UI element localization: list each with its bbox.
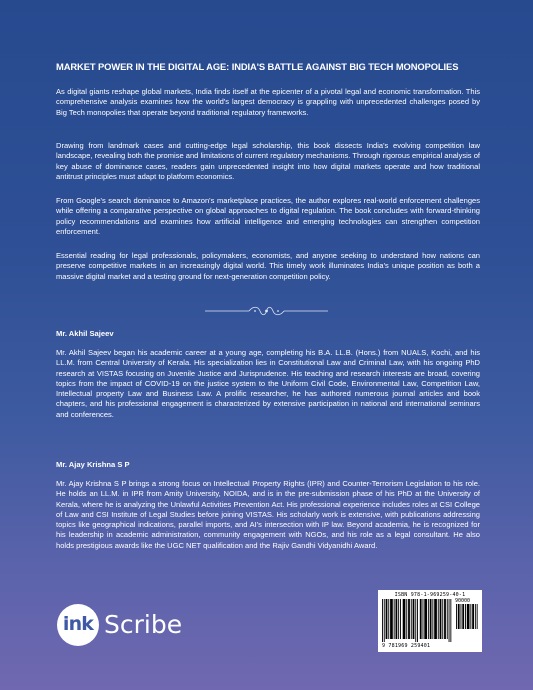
author-bio: Mr. Akhil Sajeev began his academic career at a young age, completing his B.A. LL.B. (Hons.) from NUALS, Kochi, and his LL.M. from Central University of Kerala. His specialization lies in Constitutional Law and Criminal Law, with his ongoing PhD research at VISTAS focusing on Juvenile Justice and Jurisprudence. His teaching and research interests are broad, covering topics from the impact of COVID-19 on the justice system to the Uniform Civil Code, Environmental Law, Competition Law, Intellectual property Law and Business Law. A prolific researcher, he has authored numerous journal articles and book chapters, and his professional engagement is characterized by extensive participation in national and international seminars and conferences. (56, 348, 480, 419)
publisher-logo (57, 604, 183, 648)
addon-barcode-bars (456, 604, 478, 629)
blurb-paragraph-1: As digital giants reshape global markets, India finds itself at the epicenter of a pivotal legal and economic transformation. This comprehensive analysis examines how the world's largest democracy is grappling with unprecedented challenges posed by Big Tech monopolies that operate beyond traditional regulatory frameworks. (56, 87, 480, 117)
barcode-bars (382, 599, 452, 642)
publisher-logo-word: Scribe (104, 610, 183, 639)
isbn-label: ISBN 978-1-969259-40-1 (394, 592, 466, 598)
book-title: MARKET POWER IN THE DIGITAL AGE: INDIA'S BATTLE AGAINST BIG TECH MONOPOLIES (56, 61, 459, 72)
blurb-paragraph-3: From Google's search dominance to Amazon's marketplace practices, the author explores real-world enforcement challenges while offering a comparative perspective on global approaches to digital regulation. The book concludes with forward-thinking policy recommendations and examines how artificial intelligence and emerging technologies can strengthen competition enforcement. (56, 196, 480, 236)
publisher-logo-mark: ink (57, 604, 99, 646)
author-name: Mr. Ajay Krishna S P (56, 460, 130, 469)
author-bio: Mr. Ajay Krishna S P brings a strong focus on Intellectual Property Rights (IPR) and Counter-Terrorism Legislation to his role. He holds an LL.M. in IPR from Amity University, NOIDA, and is in the pre-submission phase of his PhD at the University of Kerala, where he is analyzing the Unlawful Activities Prevention Act. His professional experience includes roles at CSI College of Law and CSI Institute of Legal Studies before joining VISTAS. His scholarly work is extensive, with publications addressing topics like geographical indications, parallel imports, and AI's intersection with IP law. Beyond academia, he is recognized for his leadership in academic administration, community engagement with NGOs, and his role as a legal consultant. He also holds prestigious awards like the UGC NET qualification and the Rajiv Gandhi Vidyanidhi Award. (56, 479, 480, 550)
isbn-barcode (378, 590, 482, 652)
blurb-paragraph-2: Drawing from landmark cases and cutting-edge legal scholarship, this book dissects India's evolving competition law landscape, revealing both the promise and limitations of current regulatory mechanisms. Through rigorous empirical analysis of key abuse of dominance cases, readers gain unprecedented insight into how digital markets operate and how traditional antitrust principles must adapt to platform economics. (56, 141, 480, 181)
blurb-paragraph-4: Essential reading for legal professionals, policymakers, economists, and anyone seeking to understand how nations can preserve competitive markets in an increasingly digital world. This timely work illuminates India's unique position as both a massive digital market and a testing ground for next-generation competition policy. (56, 251, 480, 281)
barcode-digits: 9 781969 259401 (382, 643, 431, 649)
ornamental-divider (205, 304, 328, 318)
price-code: 90000 (455, 598, 471, 604)
author-name: Mr. Akhil Sajeev (56, 329, 114, 338)
